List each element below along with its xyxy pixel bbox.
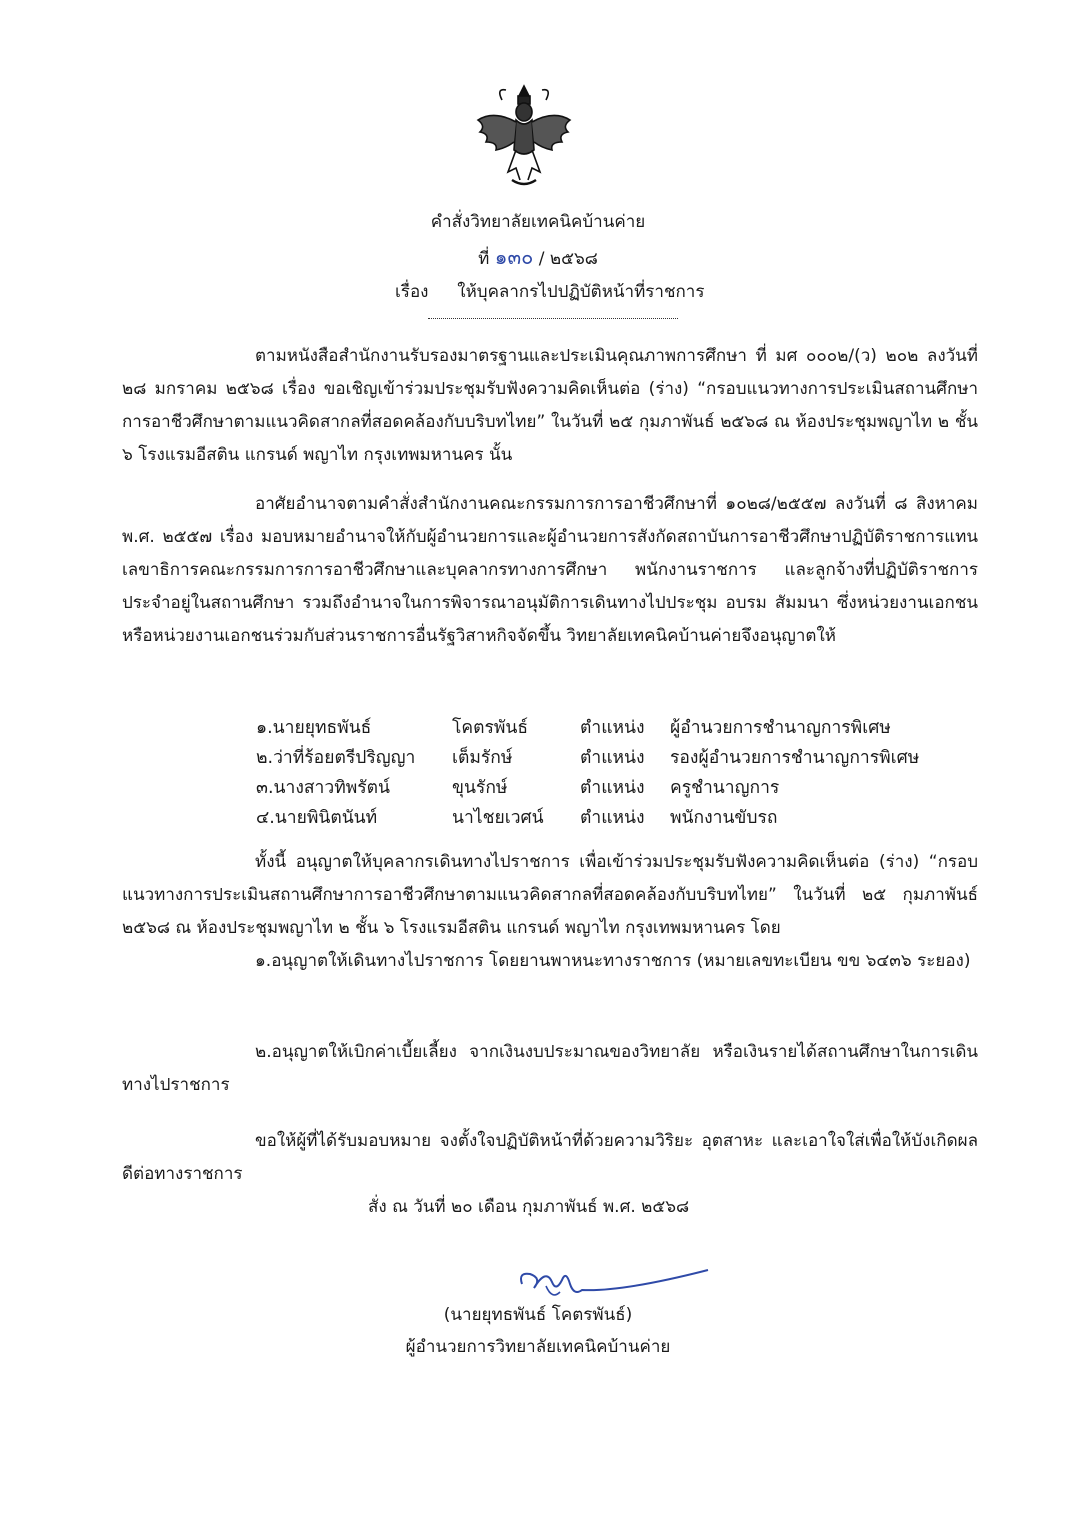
number-suffix: / ๒๕๖๘ [538, 249, 598, 269]
paragraph-1: ตามหนังสือสำนักงานรับรองมาตรฐานและประเมินคุณภาพการศึกษา ที่ มศ ๐๐๐๒/(ว) ๒๐๒ ลงวันที่ ๒๘ มกราคม ๒๕๖๘ เรื่อง ขอเชิญเข้าร่วมประชุมรับฟังความคิดเห็นต่อ (ร่าง) “กรอบแนวทางการประเมินสถานศึกษาการอาชีวศึกษาตามแนวคิดสากลที่สอดคล้องกับบริบทไทย” ในวันที่ ๒๕ กุมภาพันธ์ ๒๕๖๘ ณ ห้องประชุมพญาไท ๒ ชั้น ๖ โรงแรมอีสติน แกรนด์ พญาไท กรุงเทพมหานคร นั้น [122, 346, 978, 465]
item-2: ๒.อนุญาตให้เบิกค่าเบี้ยเลี้ยง จากเงินงบประมาณของวิทยาลัย หรือเงินรายได้สถานศึกษาในการเดินทางไปราชการ [122, 1042, 978, 1095]
subject-label: เรื่อง [395, 282, 429, 302]
order-number [0, 246, 1076, 270]
handwritten-number: ๑๓๐ [494, 245, 534, 269]
personnel-table [256, 712, 919, 832]
subject-text: ให้บุคลากรไปปฏิบัติหน้าที่ราชการ [457, 282, 705, 302]
table-row: ๓.นางสาวทิพรัตน์ ขุนรักษ์ ตำแหน่ง ครูชำนาญการ [256, 778, 780, 798]
subject-line [395, 281, 704, 303]
order-title: คำสั่งวิทยาลัยเทคนิคบ้านค่าย [430, 212, 646, 232]
table-row: ๒.ว่าที่ร้อยตรีปริญญา เต็มรักษ์ ตำแหน่ง รองผู้อำนวยการชำนาญการพิเศษ [256, 748, 920, 768]
garuda-emblem-icon [472, 80, 576, 190]
signature-mark-icon [512, 1262, 712, 1306]
signatory-name: (นายยุทธพันธ์ โคตรพันธ์) [443, 1305, 633, 1325]
divider-dotted [428, 318, 678, 319]
paragraph-4: ขอให้ผู้ที่ได้รับมอบหมาย จงตั้งใจปฏิบัติหน้าที่ด้วยความวิริยะ อุตสาหะ และเอาใจใส่เพื่อให้บังเกิดผลดีต่อทางราชการ [122, 1131, 978, 1184]
table-row: ๑.นายยุทธพันธ์ โคตรพันธ์ ตำแหน่ง ผู้อำนวยการชำนาญการพิเศษ [256, 718, 891, 738]
signatory-title: ผู้อำนวยการวิทยาลัยเทคนิคบ้านค่าย [405, 1337, 671, 1357]
number-prefix: ที่ [478, 249, 490, 269]
date-line: สั่ง ณ วันที่ ๒๐ เดือน กุมภาพันธ์ พ.ศ. ๒๕๖๘ [368, 1197, 690, 1217]
paragraph-3: ทั้งนี้ อนุญาตให้บุคลากรเดินทางไปราชการ เพื่อเข้าร่วมประชุมรับฟังความคิดเห็นต่อ (ร่าง) “กรอบแนวทางการประเมินสถานศึกษาการอาชีวศึกษาตามแนวคิดสากลที่สอดคล้องกับบริบทไทย” ในวันที่ ๒๕ กุมภาพันธ์ ๒๕๖๘ ณ ห้องประชุมพญาไท ๒ ชั้น ๖ โรงแรมอีสติน แกรนด์ พญาไท กรุงเทพมหานคร โดย [122, 852, 978, 938]
paragraph-2: อาศัยอำนาจตามคำสั่งสำนักงานคณะกรรมการการอาชีวศึกษาที่ ๑๐๒๘/๒๕๕๗ ลงวันที่ ๘ สิงหาคม พ.ศ. ๒๕๕๗ เรื่อง มอบหมายอำนาจให้กับผู้อำนวยการและผู้อำนวยการสังกัดสถาบันการอาชีวศึกษาปฏิบัติราชการแทนเลขาธิการคณะกรรมการการอาชีวศึกษาและบุคลากรทางการศึกษา พนักงานราชการ และลูกจ้างที่ปฏิบัติราชการประจำอยู่ในสถานศึกษา รวมถึงอำนาจในการพิจารณาอนุมัติการเดินทางไปประชุม อบรม สัมมนา ซึ่งหน่วยงานเอกชนหรือหน่วยงานเอกชนร่วมกับส่วนราชการอื่นรัฐวิสาหกิจจัดขึ้น วิทยาลัยเทคนิคบ้านค่ายจึงอนุญาตให้ [122, 494, 978, 646]
item-1: ๑.อนุญาตให้เดินทางไปราชการ โดยยานพาหนะทางราชการ (หมายเลขทะเบียน ขข ๖๔๓๖ ระยอง) [255, 951, 971, 971]
table-row: ๔.นายพินิตนันท์ นาไชยเวศน์ ตำแหน่ง พนักงานขับรถ [256, 808, 778, 828]
